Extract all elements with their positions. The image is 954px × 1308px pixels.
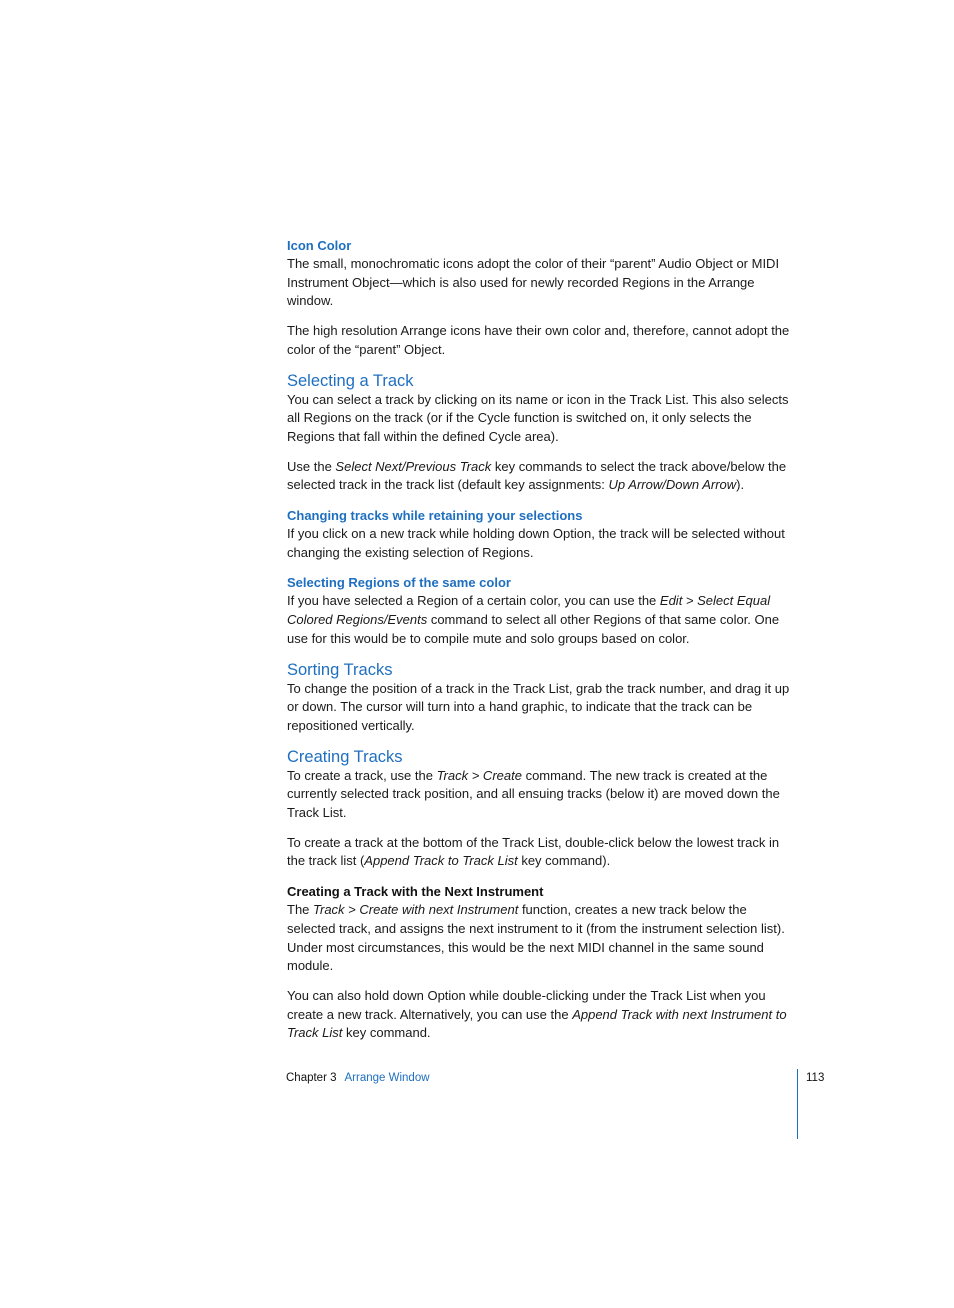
paragraph: The high resolution Arrange icons have their own color and, therefore, cannot adopt the color of the “parent” Object. [287,323,790,357]
paragraph: The small, monochromatic icons adopt the color of their “parent” Audio Object or MIDI Instrument Object—which is also used for newly recorded Regions in the Arrange window. [287,256,780,309]
paragraph: You can select a track by clicking on its name or icon in the Track List. This also selects all Regions on the track (or if the Cycle function is switched on, it only selects the Regions that fall within the defined Cycle area). [287,391,789,444]
heading-selecting-a-track: Selecting a Track [287,371,414,390]
paragraph: The Track > Create with next Instrument function, creates a new track below the selected track, and assigns the next instrument to it (from the instrument selection list). Under most circumstances, this would be the next MIDI channel in the same sound module. [287,902,785,974]
paragraph: To create a track, use the Track > Create command. The new track is created at the currently selected track position, and all ensuing tracks (below it) are moved down the Track List. [287,767,780,821]
footer-chapter: Chapter 3 [286,1072,337,1084]
paragraph: Use the Select Next/Previous Track key commands to select the track above/below the selected track in the track list (default key assignments: Up Arrow/Down Arrow). [287,458,787,493]
paragraph: If you click on a new track while holding down Option, the track will be selected without changing the existing selection of Regions. [287,526,785,560]
footer-divider [797,1069,798,1139]
heading-selecting-regions: Selecting Regions of the same color [287,575,511,591]
paragraph: You can also hold down Option while double-clicking under the Track List when you create a new track. Alternatively, you can use the Append Track with next Instrument to Track List key command. [287,987,787,1041]
page-footer [286,1070,430,1086]
paragraph: If you have selected a Region of a certain color, you can use the Edit > Select Equal Colored Regions/Events command to select all other Regions of that same color. One use for this would be to compile mute and solo groups based on color. [287,593,780,646]
paragraph: To create a track at the bottom of the Track List, double-click below the lowest track in the track list (Append Track to Track List key command). [287,834,780,869]
page-number: 113 [806,1072,825,1084]
footer-section-link[interactable]: Arrange Window [344,1072,430,1084]
heading-icon-color: Icon Color [287,238,352,253]
heading-creating-tracks: Creating Tracks [287,747,403,766]
paragraph: To change the position of a track in the Track List, grab the track number, and drag it up or down. The cursor will turn into a hand graphic, to indicate that the track can be repositioned vertically. [287,680,790,733]
heading-next-instrument: Creating a Track with the Next Instrument [287,884,544,900]
heading-changing-tracks: Changing tracks while retaining your selections [287,508,583,524]
heading-sorting-tracks: Sorting Tracks [287,660,393,679]
page-body [287,236,797,1043]
